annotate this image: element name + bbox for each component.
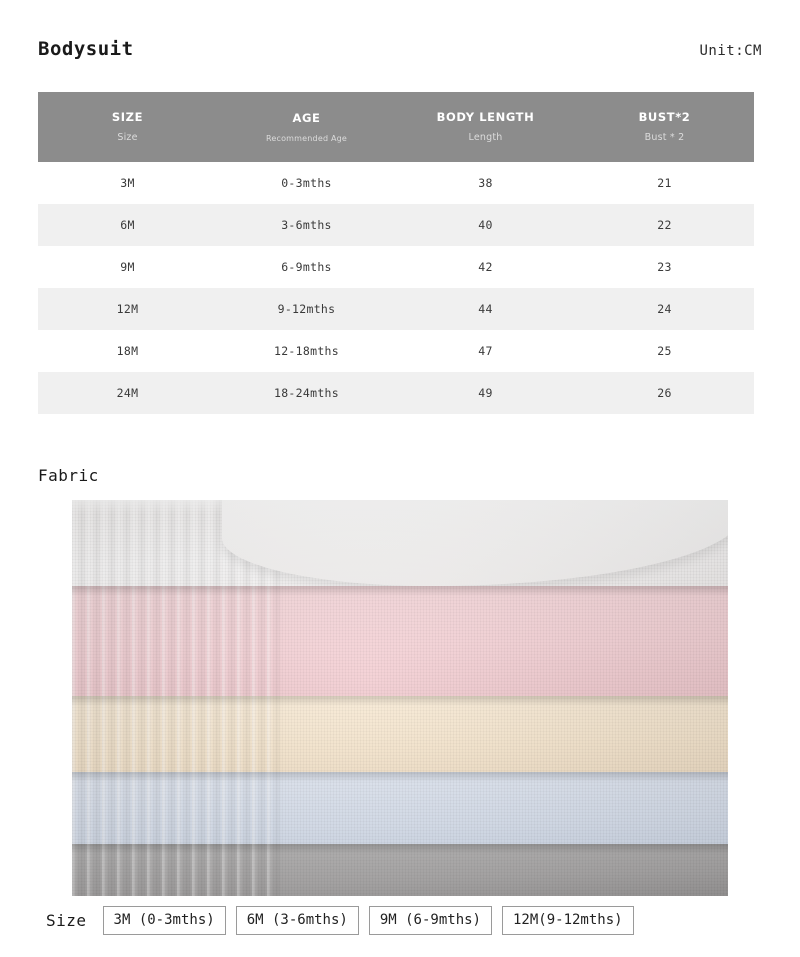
cell-bust: 22 [657,218,672,232]
folded-fabric-stack [72,500,728,896]
column-header-bust [575,92,754,162]
column-header-body-length [396,92,575,162]
page-title: Bodysuit [38,38,134,60]
size-chart-table [38,92,754,414]
column-header-size [38,92,217,162]
table-row [38,246,754,288]
column-header-age [217,92,396,162]
cell-bust: 24 [657,302,672,316]
cell-age: 0-3mths [281,176,332,190]
cell-length: 49 [478,386,493,400]
cell-size: 12M [116,302,139,316]
size-chip-12m[interactable]: 12M(9-12mths) [502,906,634,935]
cell-length: 42 [478,260,493,274]
photo-vignette [72,500,728,896]
cell-bust: 26 [657,386,672,400]
cell-size: 3M [120,176,135,190]
column-header-size-main: SIZE [111,110,144,124]
fabric-section-label: Fabric [38,466,99,485]
cell-bust: 23 [657,260,672,274]
cell-length: 40 [478,218,493,232]
cell-bust: 21 [657,176,672,190]
cell-age: 18-24mths [273,386,339,400]
column-header-age-sub: Recommended Age [265,133,348,143]
cell-size: 9M [120,260,135,274]
table-row [38,162,754,204]
page-header [38,38,762,60]
size-option-label: Size [46,911,87,930]
cell-length: 44 [478,302,493,316]
table-row [38,204,754,246]
table-header-row [38,92,754,162]
cell-length: 47 [478,344,493,358]
column-header-body-length-sub: Length [468,132,503,143]
size-option-row [46,906,634,935]
fabric-photo [72,500,728,896]
column-header-bust-sub: Bust * 2 [644,132,685,143]
column-header-size-sub: Size [117,132,138,143]
table-row [38,288,754,330]
column-header-body-length-main: BODY LENGTH [436,110,535,124]
cell-bust: 25 [657,344,672,358]
size-chart-body [38,162,754,414]
size-chip-3m[interactable]: 3M (0-3mths) [103,906,226,935]
cell-size: 18M [116,344,139,358]
unit-label: Unit:CM [699,43,762,59]
size-chip-9m[interactable]: 9M (6-9mths) [369,906,492,935]
cell-size: 6M [120,218,135,232]
cell-age: 12-18mths [273,344,339,358]
table-row [38,372,754,414]
column-header-bust-main: BUST*2 [638,110,691,124]
size-chip-6m[interactable]: 6M (3-6mths) [236,906,359,935]
size-chart-header [38,92,754,162]
cell-length: 38 [478,176,493,190]
cell-age: 6-9mths [281,260,332,274]
cell-age: 9-12mths [277,302,336,316]
cell-size: 24M [116,386,139,400]
cell-age: 3-6mths [281,218,332,232]
column-header-age-main: AGE [292,110,321,125]
table-row [38,330,754,372]
